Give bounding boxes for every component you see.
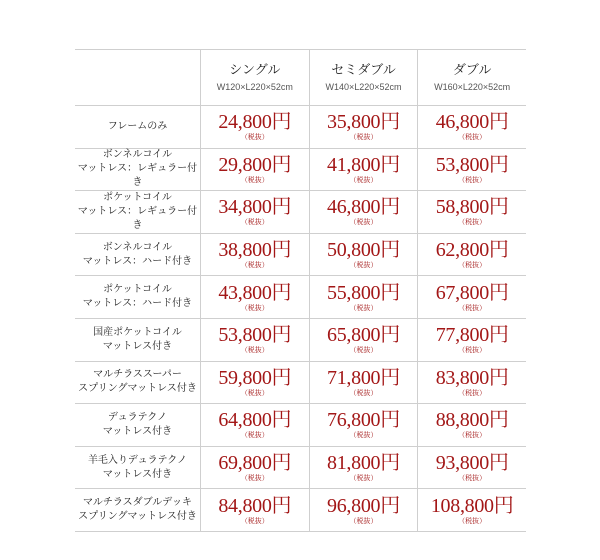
price-value: 43,800円 bbox=[218, 281, 292, 304]
price-value: 59,800円 bbox=[218, 366, 292, 389]
tax-note: （税抜） bbox=[349, 388, 378, 397]
tax-note: （税抜） bbox=[458, 218, 487, 227]
tax-note: （税抜） bbox=[349, 261, 378, 270]
tax-note: （税抜） bbox=[240, 346, 269, 355]
row-label-line: フレームのみ bbox=[107, 120, 168, 132]
price-value: 108,800円 bbox=[430, 494, 514, 517]
price-value: 83,800円 bbox=[435, 366, 509, 389]
header-empty-cell bbox=[75, 50, 200, 105]
price-value: 35,800円 bbox=[327, 111, 400, 134]
price-table bbox=[75, 49, 526, 532]
row-label-line: マットレス付き bbox=[102, 468, 173, 480]
row-label-line: 羊毛入りデュラテクノ bbox=[87, 454, 188, 466]
price-value: 64,800円 bbox=[218, 409, 292, 432]
table-row bbox=[75, 319, 526, 362]
row-label-cell bbox=[75, 106, 200, 148]
tax-note: （税抜） bbox=[458, 346, 487, 355]
table-row bbox=[75, 489, 526, 532]
row-label-line: マルチラスダブルデッキ bbox=[82, 497, 193, 509]
price-cell bbox=[200, 149, 309, 191]
row-label-cell bbox=[75, 191, 200, 233]
row-label-cell bbox=[75, 149, 200, 191]
price-cell bbox=[417, 191, 526, 233]
row-label-line: マットレス付き bbox=[102, 340, 173, 352]
tax-note: （税抜） bbox=[240, 474, 269, 483]
price-cell bbox=[417, 149, 526, 191]
row-label-cell bbox=[75, 276, 200, 318]
row-label-line: スプリングマットレス付き bbox=[78, 511, 197, 523]
row-label-line: マットレス付き bbox=[102, 425, 173, 437]
row-label-cell bbox=[75, 447, 200, 489]
size-name: シングル bbox=[229, 63, 281, 78]
tax-note: （税抜） bbox=[240, 303, 269, 312]
price-cell bbox=[309, 362, 418, 404]
row-label-line: マットレス：ハード付き bbox=[82, 298, 193, 310]
row-label-cell bbox=[75, 319, 200, 361]
tax-note: （税抜） bbox=[458, 516, 487, 525]
tax-note: （税抜） bbox=[349, 474, 378, 483]
price-value: 76,800円 bbox=[327, 409, 400, 432]
row-label-line: ボンネルコイル bbox=[102, 241, 173, 253]
price-cell bbox=[309, 149, 418, 191]
price-cell bbox=[200, 362, 309, 404]
tax-note: （税抜） bbox=[240, 388, 269, 397]
row-label-cell bbox=[75, 404, 200, 446]
price-cell bbox=[200, 319, 309, 361]
tax-note: （税抜） bbox=[458, 431, 487, 440]
row-label-line: スプリングマットレス付き bbox=[78, 383, 197, 395]
price-value: 65,800円 bbox=[327, 324, 400, 347]
tax-note: （税抜） bbox=[240, 431, 269, 440]
price-value: 71,800円 bbox=[327, 366, 400, 389]
tax-note: （税抜） bbox=[458, 175, 487, 184]
price-value: 41,800円 bbox=[327, 153, 400, 176]
table-row bbox=[75, 447, 526, 490]
price-cell bbox=[309, 319, 418, 361]
price-value: 46,800円 bbox=[327, 196, 400, 219]
price-value: 93,800円 bbox=[435, 452, 509, 475]
tax-note: （税抜） bbox=[240, 133, 269, 142]
table-header-row bbox=[75, 49, 526, 106]
price-cell bbox=[417, 319, 526, 361]
price-value: 81,800円 bbox=[327, 452, 400, 475]
tax-note: （税抜） bbox=[349, 175, 378, 184]
table-row bbox=[75, 106, 526, 149]
tax-note: （税抜） bbox=[349, 346, 378, 355]
price-cell bbox=[200, 191, 309, 233]
row-label-line: デュラテクノ bbox=[107, 411, 168, 423]
tax-note: （税抜） bbox=[240, 516, 269, 525]
price-cell bbox=[417, 447, 526, 489]
price-cell bbox=[200, 489, 309, 531]
size-name: セミダブル bbox=[331, 63, 396, 78]
row-label-line: ボンネルコイル bbox=[102, 149, 173, 161]
price-value: 96,800円 bbox=[327, 494, 400, 517]
table-row bbox=[75, 191, 526, 234]
price-value: 84,800円 bbox=[218, 494, 292, 517]
tax-note: （税抜） bbox=[349, 133, 378, 142]
size-dimensions: W140×L220×52cm bbox=[325, 82, 402, 92]
size-name: ダブル bbox=[452, 63, 492, 78]
price-value: 24,800円 bbox=[218, 111, 292, 134]
price-value: 34,800円 bbox=[218, 196, 292, 219]
table-row bbox=[75, 404, 526, 447]
price-cell bbox=[417, 404, 526, 446]
row-label-line: マルチラススーパー bbox=[93, 369, 182, 381]
row-label-cell bbox=[75, 234, 200, 276]
price-cell bbox=[417, 234, 526, 276]
size-dimensions: W120×L220×52cm bbox=[216, 82, 293, 92]
tax-note: （税抜） bbox=[458, 303, 487, 312]
row-label-line: 国産ポケットコイル bbox=[93, 326, 182, 338]
tax-note: （税抜） bbox=[349, 218, 378, 227]
price-cell bbox=[417, 106, 526, 148]
price-value: 38,800円 bbox=[218, 239, 292, 262]
table-row bbox=[75, 234, 526, 277]
price-value: 50,800円 bbox=[327, 239, 400, 262]
table-row bbox=[75, 149, 526, 192]
price-cell bbox=[417, 362, 526, 404]
header-double bbox=[417, 50, 526, 105]
price-value: 53,800円 bbox=[218, 324, 292, 347]
price-cell bbox=[200, 447, 309, 489]
tax-note: （税抜） bbox=[240, 261, 269, 270]
price-cell bbox=[200, 404, 309, 446]
price-value: 55,800円 bbox=[327, 281, 400, 304]
size-dimensions: W160×L220×52cm bbox=[434, 82, 511, 92]
price-value: 29,800円 bbox=[218, 153, 292, 176]
row-label-cell bbox=[75, 489, 200, 531]
price-value: 88,800円 bbox=[435, 409, 509, 432]
tax-note: （税抜） bbox=[458, 261, 487, 270]
header-single bbox=[200, 50, 309, 105]
price-value: 69,800円 bbox=[218, 452, 292, 475]
price-cell bbox=[309, 234, 418, 276]
price-cell bbox=[309, 276, 418, 318]
price-cell bbox=[200, 106, 309, 148]
row-label-line: ポケットコイル bbox=[103, 284, 172, 296]
price-value: 58,800円 bbox=[435, 196, 509, 219]
tax-note: （税抜） bbox=[240, 218, 269, 227]
price-value: 46,800円 bbox=[435, 111, 509, 134]
price-cell bbox=[309, 447, 418, 489]
row-label-cell bbox=[75, 362, 200, 404]
price-cell bbox=[309, 404, 418, 446]
tax-note: （税抜） bbox=[240, 175, 269, 184]
table-row bbox=[75, 276, 526, 319]
price-cell bbox=[200, 276, 309, 318]
tax-note: （税抜） bbox=[349, 431, 378, 440]
price-cell bbox=[309, 489, 418, 531]
price-cell bbox=[417, 489, 526, 531]
price-value: 62,800円 bbox=[435, 239, 509, 262]
tax-note: （税抜） bbox=[458, 133, 487, 142]
row-label-line: マットレス：レギュラー付き bbox=[77, 205, 198, 231]
price-cell bbox=[200, 234, 309, 276]
row-label-line: マットレス：レギュラー付き bbox=[77, 163, 198, 189]
tax-note: （税抜） bbox=[349, 303, 378, 312]
price-cell bbox=[309, 191, 418, 233]
price-cell bbox=[417, 276, 526, 318]
row-label-line: マットレス：ハード付き bbox=[82, 255, 193, 267]
price-value: 53,800円 bbox=[435, 153, 509, 176]
table-body bbox=[75, 106, 526, 532]
tax-note: （税抜） bbox=[458, 388, 487, 397]
price-value: 77,800円 bbox=[435, 324, 509, 347]
table-row bbox=[75, 362, 526, 405]
tax-note: （税抜） bbox=[349, 516, 378, 525]
price-cell bbox=[309, 106, 418, 148]
price-value: 67,800円 bbox=[435, 281, 509, 304]
row-label-line: ポケットコイル bbox=[103, 191, 172, 203]
header-semi-double bbox=[309, 50, 418, 105]
tax-note: （税抜） bbox=[458, 474, 487, 483]
